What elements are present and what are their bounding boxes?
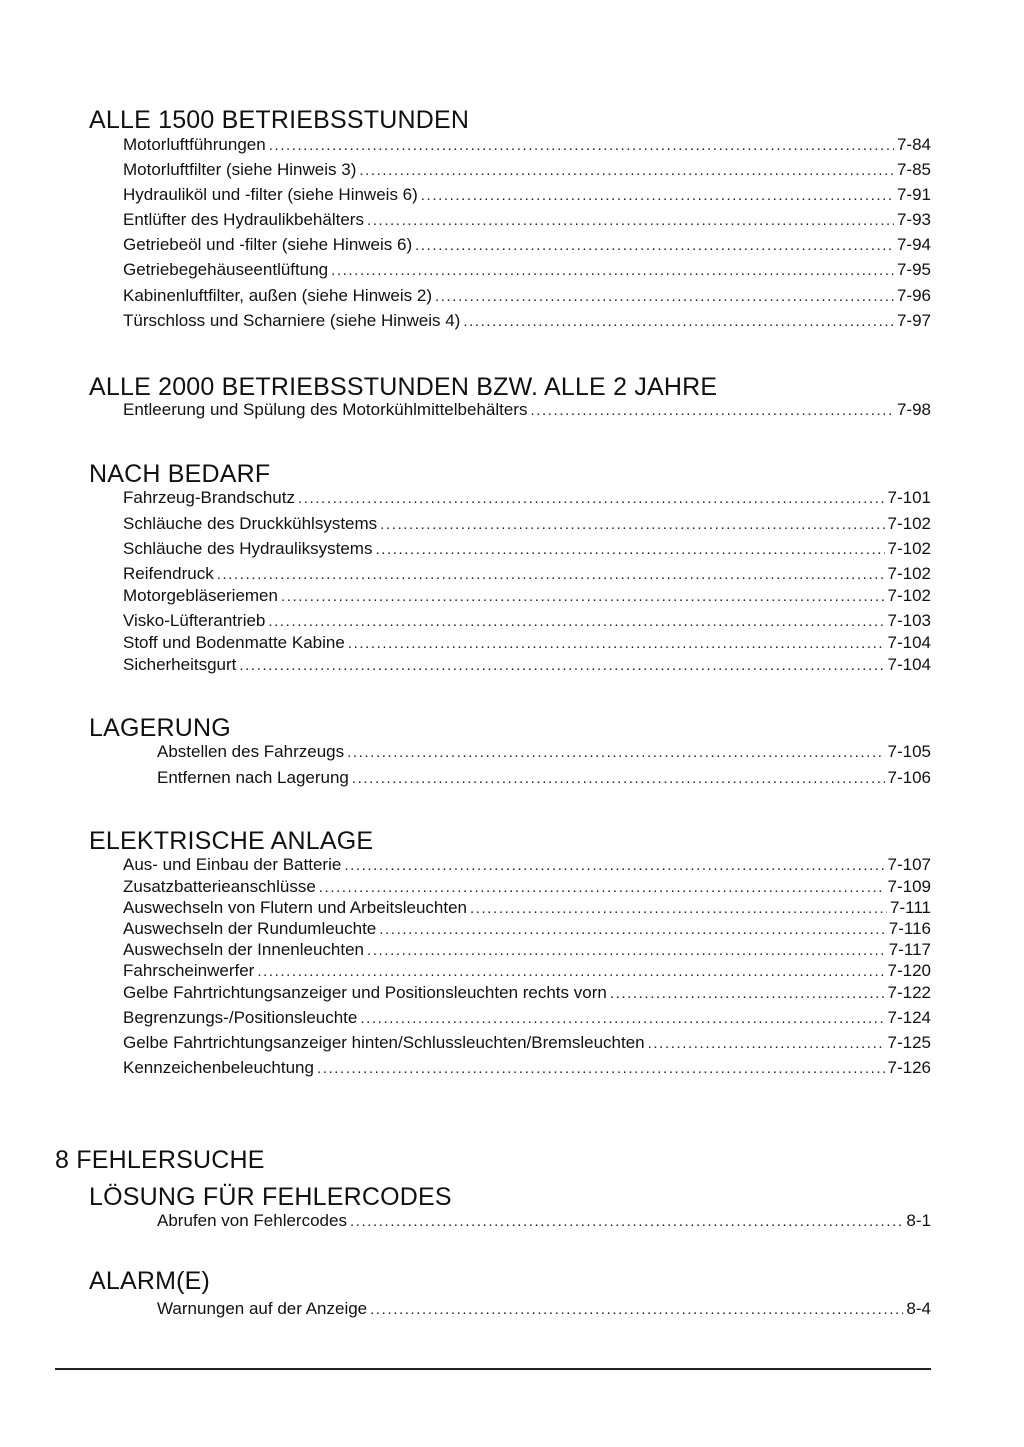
- dot-leader: [268, 611, 884, 633]
- dot-leader: [610, 983, 885, 1005]
- entry-page: 7-104: [887, 633, 931, 652]
- entry-page: 7-116: [888, 919, 931, 938]
- entry-page: 7-107: [887, 855, 931, 874]
- entry-page: 7-91: [896, 185, 931, 204]
- entry-page: 7-98: [896, 400, 931, 419]
- entry-title: Türschloss und Scharniere (siehe Hinweis 4): [123, 311, 461, 330]
- toc-entry[interactable]: [123, 234, 931, 256]
- toc-entry[interactable]: [123, 610, 931, 632]
- section-heading: ALARM(E): [89, 1267, 211, 1295]
- dot-leader: [344, 855, 884, 877]
- dot-leader: [281, 586, 885, 608]
- toc-entry[interactable]: [123, 632, 931, 654]
- dot-leader: [435, 286, 894, 308]
- dot-leader: [367, 210, 894, 232]
- dot-leader: [317, 1058, 885, 1080]
- toc-entry[interactable]: [123, 538, 931, 560]
- entry-title: Kabinenluftfilter, außen (siehe Hinweis 2): [123, 286, 432, 305]
- entry-page: 7-96: [896, 286, 931, 305]
- entry-title: Getriebegehäuseentlüftung: [123, 260, 329, 279]
- entry-page: 7-126: [887, 1058, 931, 1077]
- dot-leader: [379, 919, 886, 941]
- dot-leader: [359, 160, 894, 182]
- entry-title: Kennzeichenbeleuchtung: [123, 1058, 314, 1077]
- dot-leader: [360, 1008, 884, 1030]
- section-heading: LÖSUNG FÜR FEHLERCODES: [89, 1183, 452, 1211]
- entry-page: 7-104: [887, 655, 931, 674]
- entry-page: 7-101: [887, 488, 931, 507]
- entry-page: 7-95: [896, 260, 931, 279]
- entry-title: Entleerung und Spülung des Motorkühlmittelbehälters: [123, 400, 528, 419]
- entry-title: Visko-Lüfterantrieb: [123, 611, 266, 630]
- entry-title: Auswechseln von Flutern und Arbeitsleuchten: [123, 898, 467, 917]
- toc-entry[interactable]: [157, 767, 931, 789]
- entry-title: Schläuche des Hydrauliksystems: [123, 539, 373, 558]
- entry-title: Entlüfter des Hydraulikbehälters: [123, 210, 364, 229]
- entry-title: Fahrzeug-Brandschutz: [123, 488, 295, 507]
- entry-title: Gelbe Fahrtrichtungsanzeiger und Positionsleuchten rechts vorn: [123, 983, 607, 1002]
- dot-leader: [530, 400, 893, 422]
- dot-leader: [648, 1033, 885, 1055]
- entry-title: Reifendruck: [123, 564, 214, 583]
- entry-page: 7-85: [896, 160, 931, 179]
- entry-title: Warnungen auf der Anzeige: [157, 1299, 368, 1318]
- entry-title: Hydrauliköl und -filter (siehe Hinweis 6): [123, 185, 418, 204]
- entry-title: Sicherheitsgurt: [123, 655, 237, 674]
- entry-page: 7-122: [887, 983, 931, 1002]
- entry-page: 7-102: [887, 586, 931, 605]
- toc-entry[interactable]: [123, 918, 931, 940]
- toc-entry[interactable]: [123, 939, 931, 961]
- entry-title: Zusatzbatterieanschlüsse: [123, 877, 316, 896]
- toc-entry[interactable]: [123, 134, 931, 156]
- entry-page: 7-102: [887, 564, 931, 583]
- entry-page: 7-117: [888, 940, 931, 959]
- toc-entry[interactable]: [123, 1057, 931, 1079]
- entry-page: 7-84: [896, 135, 931, 154]
- dot-leader: [352, 768, 885, 790]
- toc-entry[interactable]: [123, 513, 931, 535]
- dot-leader: [269, 135, 894, 157]
- toc-entry[interactable]: [157, 1298, 931, 1320]
- dot-leader: [257, 961, 884, 983]
- dot-leader: [239, 655, 884, 677]
- toc-entry[interactable]: [157, 741, 931, 763]
- entry-page: 7-109: [887, 877, 931, 896]
- dot-leader: [370, 1299, 903, 1321]
- section-heading: ALLE 2000 BETRIEBSSTUNDEN BZW. ALLE 2 JAHRE: [89, 373, 718, 401]
- toc-entry[interactable]: [123, 897, 931, 919]
- entry-title: Auswechseln der Innenleuchten: [123, 940, 364, 959]
- dot-leader: [463, 311, 894, 333]
- dot-leader: [319, 877, 885, 899]
- dot-leader: [350, 1211, 903, 1233]
- entry-page: 7-105: [887, 742, 931, 761]
- dot-leader: [367, 940, 886, 962]
- toc-entry[interactable]: [123, 563, 931, 585]
- dot-leader: [347, 742, 884, 764]
- footer-rule: [55, 1368, 931, 1370]
- entry-page: 7-125: [887, 1033, 931, 1052]
- entry-title: Motorluftfilter (siehe Hinweis 3): [123, 160, 357, 179]
- toc-entry[interactable]: [123, 487, 931, 509]
- toc-entry[interactable]: [123, 259, 931, 281]
- toc-entry[interactable]: [123, 310, 931, 332]
- entry-page: 7-124: [887, 1008, 931, 1027]
- toc-entry[interactable]: [123, 1032, 931, 1054]
- toc-entry[interactable]: [123, 209, 931, 231]
- dot-leader: [421, 185, 894, 207]
- toc-entry[interactable]: [123, 876, 931, 898]
- toc-entry[interactable]: [123, 285, 931, 307]
- entry-title: Abrufen von Fehlercodes: [157, 1211, 347, 1230]
- toc-entry[interactable]: [123, 585, 931, 607]
- toc-entry[interactable]: [123, 159, 931, 181]
- toc-entry[interactable]: [157, 1210, 931, 1232]
- entry-title: Aus- und Einbau der Batterie: [123, 855, 342, 874]
- section-heading: LAGERUNG: [89, 714, 231, 742]
- toc-entry[interactable]: [123, 1007, 931, 1029]
- entry-title: Stoff und Bodenmatte Kabine: [123, 633, 345, 652]
- section-heading: ELEKTRISCHE ANLAGE: [89, 827, 374, 855]
- dot-leader: [331, 260, 894, 282]
- dot-leader: [348, 633, 885, 655]
- entry-title: Entfernen nach Lagerung: [157, 768, 349, 787]
- toc-entry[interactable]: [123, 854, 931, 876]
- entry-page: 7-120: [887, 961, 931, 980]
- toc-entry[interactable]: [123, 184, 931, 206]
- entry-title: Fahrscheinwerfer: [123, 961, 255, 980]
- dot-leader: [217, 564, 885, 586]
- entry-page: 7-102: [887, 514, 931, 533]
- dot-leader: [375, 539, 884, 561]
- entry-title: Abstellen des Fahrzeugs: [157, 742, 345, 761]
- entry-title: Motorgebläseriemen: [123, 586, 278, 605]
- section-heading: NACH BEDARF: [89, 460, 271, 488]
- entry-page: 7-102: [887, 539, 931, 558]
- entry-page: 7-103: [887, 611, 931, 630]
- dot-leader: [470, 898, 887, 920]
- entry-title: Getriebeöl und -filter (siehe Hinweis 6): [123, 235, 413, 254]
- entry-page: 7-106: [887, 768, 931, 787]
- toc-entry[interactable]: [123, 982, 931, 1004]
- dot-leader: [415, 235, 894, 257]
- entry-page: 8-4: [906, 1299, 931, 1318]
- entry-title: Auswechseln der Rundumleuchte: [123, 919, 377, 938]
- dot-leader: [298, 488, 885, 510]
- entry-title: Gelbe Fahrtrichtungsanzeiger hinten/Schlussleuchten/Bremsleuchten: [123, 1033, 645, 1052]
- toc-entry[interactable]: [123, 960, 931, 982]
- entry-title: Schläuche des Druckkühlsystems: [123, 514, 378, 533]
- chapter-heading: 8 FEHLERSUCHE: [55, 1146, 265, 1174]
- entry-page: 7-97: [896, 311, 931, 330]
- entry-page: 7-93: [896, 210, 931, 229]
- entry-page: 7-111: [890, 898, 931, 917]
- entry-title: Motorluftführungen: [123, 135, 266, 154]
- section-heading: ALLE 1500 BETRIEBSSTUNDEN: [89, 106, 470, 134]
- entry-page: 7-94: [896, 235, 931, 254]
- entry-title: Begrenzungs-/Positionsleuchte: [123, 1008, 358, 1027]
- toc-entry[interactable]: [123, 399, 931, 421]
- dot-leader: [380, 514, 884, 536]
- toc-entry[interactable]: [123, 654, 931, 676]
- entry-page: 8-1: [906, 1211, 931, 1230]
